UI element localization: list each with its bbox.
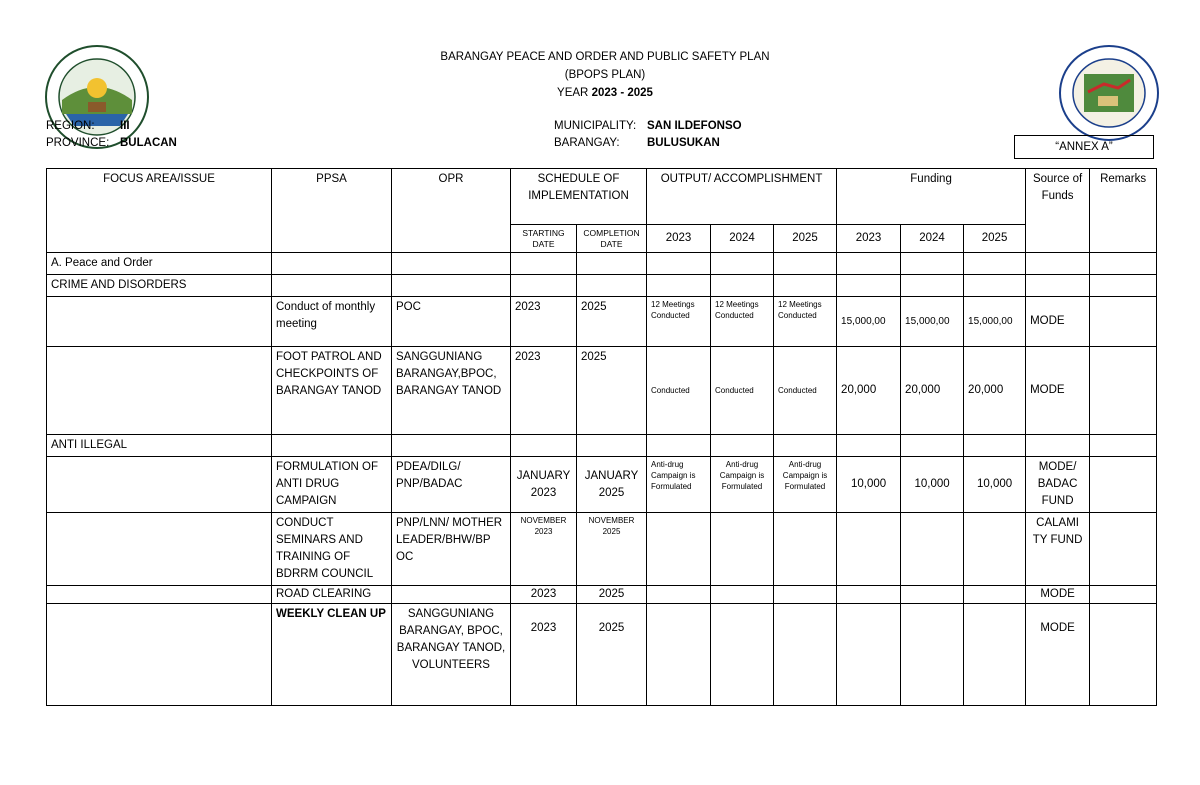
completion-date-cell: 2025 <box>577 604 647 706</box>
table-row <box>47 347 1157 435</box>
opr-cell: PNP/LNN/ MOTHER LEADER/BHW/BP OC <box>392 513 511 586</box>
opr-cell: POC <box>392 297 511 347</box>
table-row <box>47 297 1157 347</box>
section-anti-illegal: ANTI ILLEGAL <box>47 435 272 457</box>
source-cell: MODE <box>1026 604 1090 706</box>
header-output-2025: 2025 <box>774 225 837 253</box>
document-year-line <box>380 84 830 102</box>
output-2025-cell <box>774 513 837 586</box>
focus-cell <box>47 297 272 347</box>
barangay-field <box>554 134 720 152</box>
section-crime-disorders: CRIME AND DISORDERS <box>47 275 272 297</box>
bpops-plan-table <box>46 168 1157 706</box>
completion-date-cell: 2025 <box>577 297 647 347</box>
annex-label: “ANNEX A” <box>1014 135 1154 159</box>
remarks-cell <box>1090 347 1157 435</box>
ppsa-cell: CONDUCT SEMINARS AND TRAINING OF BDRRM COUNCIL <box>272 513 392 586</box>
section-row-anti-illegal <box>47 435 1157 457</box>
output-2025-cell: 12 Meetings Conducted <box>774 297 837 347</box>
funding-2024-cell <box>901 604 964 706</box>
funding-2023-cell: 10,000 <box>837 457 901 513</box>
source-cell: MODE/ BADAC FUND <box>1026 457 1090 513</box>
funding-2025-cell: 15,000,00 <box>964 297 1026 347</box>
year-prefix: YEAR <box>557 87 592 99</box>
completion-date-cell: 2025 <box>577 347 647 435</box>
municipality-value: SAN ILDEFONSO <box>647 120 742 132</box>
municipal-seal-logo <box>1058 44 1160 142</box>
start-date-cell: 2023 <box>511 604 577 706</box>
province-value: BULACAN <box>120 137 177 149</box>
output-2024-cell: Anti-drug Campaign is Formulated <box>711 457 774 513</box>
region-field <box>46 117 130 135</box>
remarks-cell <box>1090 586 1157 604</box>
output-2024-cell <box>711 513 774 586</box>
start-date-cell: 2023 <box>511 297 577 347</box>
funding-2025-cell <box>964 586 1026 604</box>
year-range: 2023 - 2025 <box>591 87 653 99</box>
funding-2025-cell: 20,000 <box>964 347 1026 435</box>
ppsa-cell: FOOT PATROL AND CHECKPOINTS OF BARANGAY TANOD <box>272 347 392 435</box>
completion-date-cell: 2025 <box>577 586 647 604</box>
header-schedule: SCHEDULE OF IMPLEMENTATION <box>511 169 647 225</box>
completion-date-cell: JANUARY 2025 <box>577 457 647 513</box>
source-cell: MODE <box>1026 347 1090 435</box>
municipality-label: MUNICIPALITY: <box>554 120 637 132</box>
municipality-field <box>554 117 742 135</box>
opr-cell: SANGGUNIANG BARANGAY,BPOC, BARANGAY TANOD <box>392 347 511 435</box>
output-2024-cell <box>711 586 774 604</box>
header-funding-2023: 2023 <box>837 225 901 253</box>
output-2023-cell <box>647 586 711 604</box>
funding-2024-cell <box>901 586 964 604</box>
header-starting-date: STARTING DATE <box>511 225 577 253</box>
opr-cell: SANGGUNIANG BARANGAY, BPOC, BARANGAY TANOD, VOLUNTEERS <box>392 604 511 706</box>
barangay-label: BARANGAY: <box>554 137 620 149</box>
funding-2023-cell <box>837 513 901 586</box>
funding-2024-cell: 15,000,00 <box>901 297 964 347</box>
document-title-block <box>380 48 830 102</box>
funding-2023-cell <box>837 586 901 604</box>
output-2023-cell: 12 Meetings Conducted <box>647 297 711 347</box>
header-funding: Funding <box>837 169 1026 225</box>
header-opr: OPR <box>392 169 511 253</box>
barangay-value: BULUSUKAN <box>647 137 720 149</box>
output-2025-cell: Conducted <box>774 347 837 435</box>
province-field <box>46 134 177 152</box>
region-value: III <box>120 120 130 132</box>
start-date-cell: 2023 <box>511 586 577 604</box>
remarks-cell <box>1090 457 1157 513</box>
start-date-cell: 2023 <box>511 347 577 435</box>
focus-cell <box>47 604 272 706</box>
start-date-cell: NOVEMBER 2023 <box>511 513 577 586</box>
output-2023-cell <box>647 604 711 706</box>
remarks-cell <box>1090 297 1157 347</box>
header-funding-2025: 2025 <box>964 225 1026 253</box>
remarks-cell <box>1090 513 1157 586</box>
table-row <box>47 604 1157 706</box>
section-row-crime <box>47 275 1157 297</box>
output-2024-cell: 12 Meetings Conducted <box>711 297 774 347</box>
table-row <box>47 457 1157 513</box>
funding-2023-cell: 20,000 <box>837 347 901 435</box>
ppsa-cell: Conduct of monthly meeting <box>272 297 392 347</box>
ppsa-cell: FORMULATION OF ANTI DRUG CAMPAIGN <box>272 457 392 513</box>
funding-2025-cell: 10,000 <box>964 457 1026 513</box>
header-output-2024: 2024 <box>711 225 774 253</box>
header-remarks: Remarks <box>1090 169 1157 253</box>
ppsa-cell: ROAD CLEARING <box>272 586 392 604</box>
section-row-peace-order <box>47 253 1157 275</box>
funding-2025-cell <box>964 604 1026 706</box>
focus-cell <box>47 586 272 604</box>
header-funding-2024: 2024 <box>901 225 964 253</box>
output-2023-cell: Anti-drug Campaign is Formulated <box>647 457 711 513</box>
focus-cell <box>47 457 272 513</box>
output-2023-cell: Conducted <box>647 347 711 435</box>
section-peace-order: A. Peace and Order <box>47 253 272 275</box>
header-completion-date: COMPLETION DATE <box>577 225 647 253</box>
output-2025-cell <box>774 586 837 604</box>
region-label: REGION: <box>46 120 95 132</box>
ppsa-cell: WEEKLY CLEAN UP <box>272 604 392 706</box>
header-source-of-funds: Source of Funds <box>1026 169 1090 253</box>
header-ppsa: PPSA <box>272 169 392 253</box>
output-2023-cell <box>647 513 711 586</box>
completion-date-cell: NOVEMBER 2025 <box>577 513 647 586</box>
funding-2024-cell: 10,000 <box>901 457 964 513</box>
output-2024-cell: Conducted <box>711 347 774 435</box>
focus-cell <box>47 347 272 435</box>
header-output: OUTPUT/ ACCOMPLISHMENT <box>647 169 837 225</box>
start-date-cell: JANUARY 2023 <box>511 457 577 513</box>
opr-cell <box>392 586 511 604</box>
header-output-2023: 2023 <box>647 225 711 253</box>
funding-2023-cell <box>837 604 901 706</box>
focus-cell <box>47 513 272 586</box>
funding-2024-cell <box>901 513 964 586</box>
header-focus-area: FOCUS AREA/ISSUE <box>47 169 272 253</box>
opr-cell: PDEA/DILG/ PNP/BADAC <box>392 457 511 513</box>
table-row <box>47 586 1157 604</box>
province-label: PROVINCE: <box>46 137 110 149</box>
output-2025-cell <box>774 604 837 706</box>
funding-2025-cell <box>964 513 1026 586</box>
funding-2023-cell: 15,000,00 <box>837 297 901 347</box>
header-row-1 <box>47 169 1157 225</box>
output-2024-cell <box>711 604 774 706</box>
document-subtitle: (BPOPS PLAN) <box>564 69 646 81</box>
source-cell: CALAMI TY FUND <box>1026 513 1090 586</box>
output-2025-cell: Anti-drug Campaign is Formulated <box>774 457 837 513</box>
source-cell: MODE <box>1026 586 1090 604</box>
source-cell: MODE <box>1026 297 1090 347</box>
table-row <box>47 513 1157 586</box>
funding-2024-cell: 20,000 <box>901 347 964 435</box>
document-title: BARANGAY PEACE AND ORDER AND PUBLIC SAFETY PLAN <box>440 51 770 63</box>
remarks-cell <box>1090 604 1157 706</box>
